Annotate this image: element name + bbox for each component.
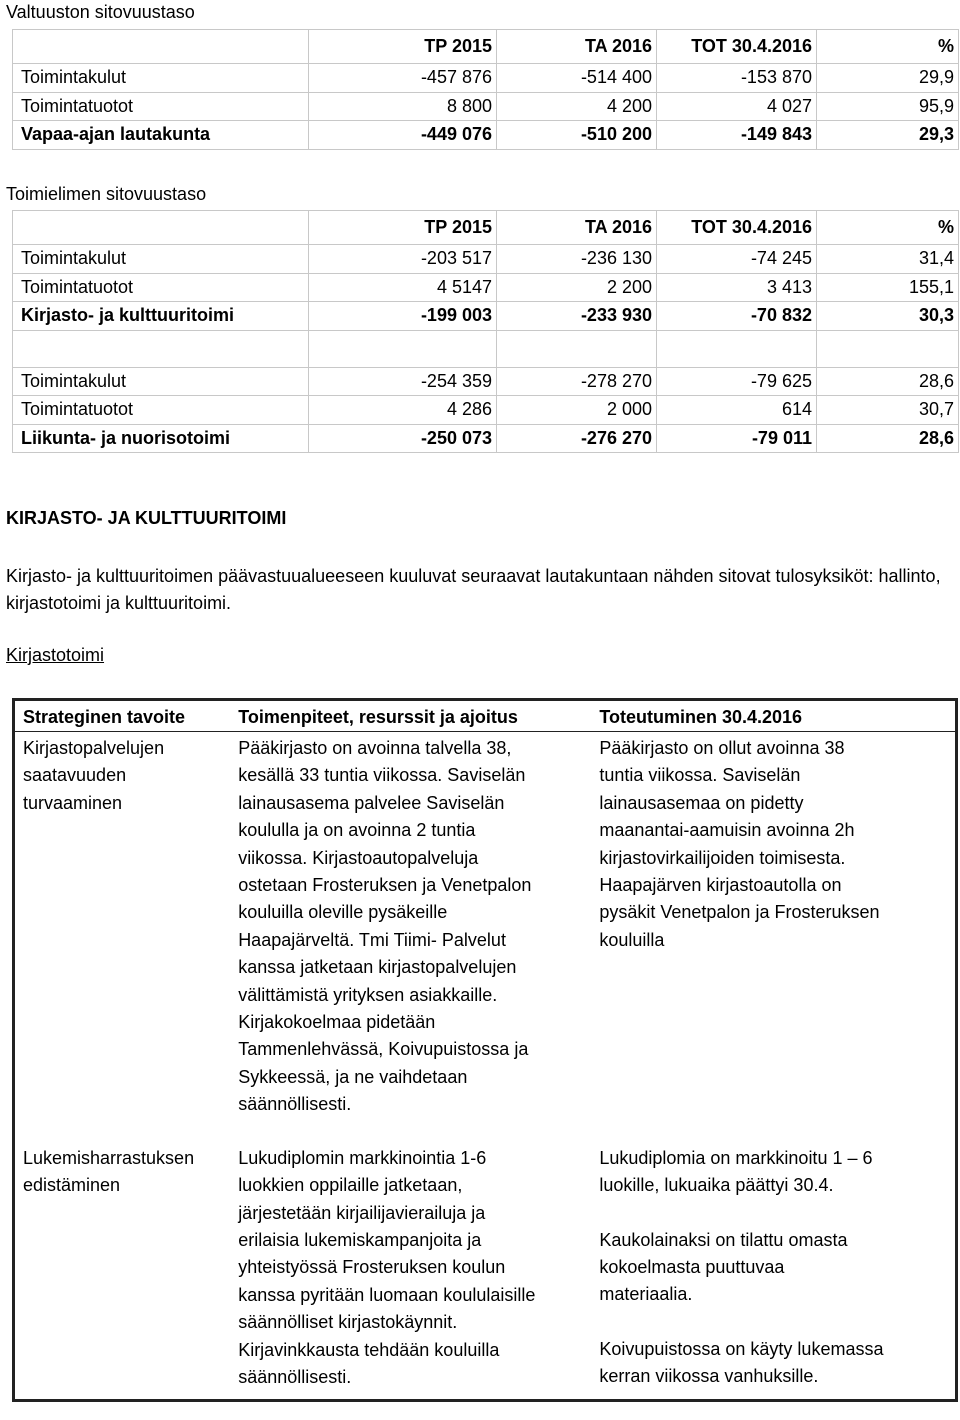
cell-value: 4 200 <box>497 92 657 121</box>
result-text: Pääkirjasto on ollut avoinna 38 tuntia viikossa. Saviselän lainausasemaa on pidetty maanantai-aamuisin avoinna 2h kirjastovirkailijoiden toimisesta. Haapajärven kirjastoautolla on pysäkit Venetpalon ja Frosteruksen kouluilla <box>599 738 880 950</box>
actions-text: Pääkirjasto on avoinna talvella 38, kesällä 33 tuntia viikossa. Saviselän lainausasema palvelee Saviselän koululla ja on avoinna 2 tuntia viikossa. Kirjastoautopalveluja ostetaan Frosteruksen ja Venetpalon kouluilla oleville pysäkeille Haapajärveltä. Tmi Tiimi- Palvelut kanssa jatketaan kirjastopalvelujen välittämistä yrityksen asiakkaille. Kirjakokoelmaa pidetään Tammenlehvässä, Koivupuistossa ja Sykkeessä, ja ne vaihdetaan säännöllisesti. <box>238 738 532 1115</box>
toimielin-table <box>12 210 959 453</box>
row-label: Toimintatuotot <box>13 396 309 425</box>
row-label: Kirjasto- ja kulttuuritoimi <box>13 302 309 331</box>
cell-value: -254 359 <box>309 367 497 396</box>
header-tot: TOT 30.4.2016 <box>657 30 817 64</box>
result-text: Koivupuistossa on käyty lukemassa kerran viikossa vanhuksille. <box>599 1338 884 1387</box>
header-tp2015: TP 2015 <box>309 30 497 64</box>
empty-cell <box>13 330 309 367</box>
cell-value: -79 011 <box>657 424 817 453</box>
strategy-row <box>14 732 957 1127</box>
header-cell <box>13 30 309 64</box>
actions-cell <box>230 732 591 1127</box>
header-tp2015: TP 2015 <box>309 211 497 245</box>
table-row-total <box>13 424 959 453</box>
table-header-row <box>13 211 959 245</box>
header-ta2016: TA 2016 <box>497 30 657 64</box>
goal-cell <box>14 732 231 1127</box>
cell-value: -250 073 <box>309 424 497 453</box>
cell-value: -233 930 <box>497 302 657 331</box>
table-row <box>13 396 959 425</box>
table-row-total <box>13 121 959 150</box>
cell-value: -457 876 <box>309 64 497 93</box>
cell-value: -449 076 <box>309 121 497 150</box>
cell-value: -510 200 <box>497 121 657 150</box>
header-percent: % <box>817 211 959 245</box>
toimielin-heading: Toimielimen sitovuustaso <box>6 184 207 204</box>
table-row <box>13 273 959 302</box>
cell-value: -70 832 <box>657 302 817 331</box>
cell-value: 30,3 <box>817 302 959 331</box>
goal-cell <box>14 1127 231 1401</box>
header-tot: TOT 30.4.2016 <box>657 211 817 245</box>
spacer <box>599 1309 947 1336</box>
cell-value: -203 517 <box>309 245 497 274</box>
cell-value: 614 <box>657 396 817 425</box>
cell-value: 31,4 <box>817 245 959 274</box>
header-actions: Toimenpiteet, resurssit ja ajoitus <box>230 700 591 732</box>
valtuusto-table <box>12 29 959 150</box>
header-goal: Strateginen tavoite <box>14 700 231 732</box>
cell-value: -514 400 <box>497 64 657 93</box>
row-label: Toimintakulut <box>13 64 309 93</box>
cell-value: -79 625 <box>657 367 817 396</box>
result-text: Lukudiplomia on markkinoitu 1 – 6 luokille, lukuaika päättyi 30.4. <box>599 1147 873 1196</box>
cell-value: 29,3 <box>817 121 959 150</box>
row-label: Toimintatuotot <box>13 273 309 302</box>
table-row <box>13 367 959 396</box>
cell-value: 2 000 <box>497 396 657 425</box>
cell-value: 28,6 <box>817 424 959 453</box>
cell-value: 2 200 <box>497 273 657 302</box>
actions-cell <box>230 1127 591 1401</box>
actions-text: Lukudiplomin markkinointia 1-6 luokkien oppilaille jatketaan, järjestetään kirjailijavierailuja ja erilaisia lukemiskampanjoita ja yhteistyössä Frosteruksen koulun kanssa pyritään luomaan koululaisille säännölliset kirjastokäynnit. Kirjavinkkausta tehdään kouluilla säännöllisesti. <box>238 1147 536 1387</box>
result-cell <box>591 1127 956 1401</box>
cell-value: 8 800 <box>309 92 497 121</box>
header-percent: % <box>817 30 959 64</box>
cell-value: -199 003 <box>309 302 497 331</box>
cell-value: -236 130 <box>497 245 657 274</box>
header-cell <box>13 211 309 245</box>
table-header-row <box>13 30 959 64</box>
result-text: Kaukolainaksi on tilattu omasta kokoelmasta puuttuvaa materiaalia. <box>599 1229 848 1305</box>
spacer <box>599 1200 947 1227</box>
valtuusto-heading: Valtuuston sitovuustaso <box>6 2 195 22</box>
section-paragraph: Kirjasto- ja kulttuuritoimen päävastuualueeseen kuuluvat seuraavat lautakuntaan nähden sitovat tulosyksiköt: hallinto, kirjastotoimi ja kulttuuritoimi. <box>6 566 941 613</box>
row-label: Liikunta- ja nuorisotoimi <box>13 424 309 453</box>
table-row-total <box>13 302 959 331</box>
table-row <box>13 92 959 121</box>
cell-value: 4 5147 <box>309 273 497 302</box>
cell-value: -153 870 <box>657 64 817 93</box>
cell-value: -276 270 <box>497 424 657 453</box>
cell-value: 155,1 <box>817 273 959 302</box>
result-cell <box>591 732 956 1127</box>
section-title: KIRJASTO- JA KULTTUURITOIMI <box>6 508 287 528</box>
header-ta2016: TA 2016 <box>497 211 657 245</box>
cell-value: 4 286 <box>309 396 497 425</box>
goal-text: Lukemisharrastuksen edistäminen <box>23 1147 195 1196</box>
strategy-row <box>14 1127 957 1401</box>
row-label: Toimintakulut <box>13 367 309 396</box>
empty-cell <box>309 330 497 367</box>
table-row <box>13 245 959 274</box>
row-label: Vapaa-ajan lautakunta <box>13 121 309 150</box>
cell-value: 95,9 <box>817 92 959 121</box>
strategy-table <box>12 698 958 1402</box>
table-row <box>13 64 959 93</box>
cell-value: 4 027 <box>657 92 817 121</box>
goal-text: Kirjastopalvelujen saatavuuden turvaaminen <box>23 738 165 813</box>
empty-cell <box>657 330 817 367</box>
cell-value: 30,7 <box>817 396 959 425</box>
row-label: Toimintatuotot <box>13 92 309 121</box>
cell-value: 29,9 <box>817 64 959 93</box>
cell-value: -278 270 <box>497 367 657 396</box>
cell-value: 3 413 <box>657 273 817 302</box>
cell-value: 28,6 <box>817 367 959 396</box>
empty-cell <box>497 330 657 367</box>
header-result: Toteutuminen 30.4.2016 <box>591 700 956 732</box>
table-row-spacer <box>13 330 959 367</box>
cell-value: -74 245 <box>657 245 817 274</box>
subheading-kirjastotoimi: Kirjastotoimi <box>6 645 105 665</box>
row-label: Toimintakulut <box>13 245 309 274</box>
empty-cell <box>817 330 959 367</box>
strategy-header-row <box>14 700 957 732</box>
cell-value: -149 843 <box>657 121 817 150</box>
